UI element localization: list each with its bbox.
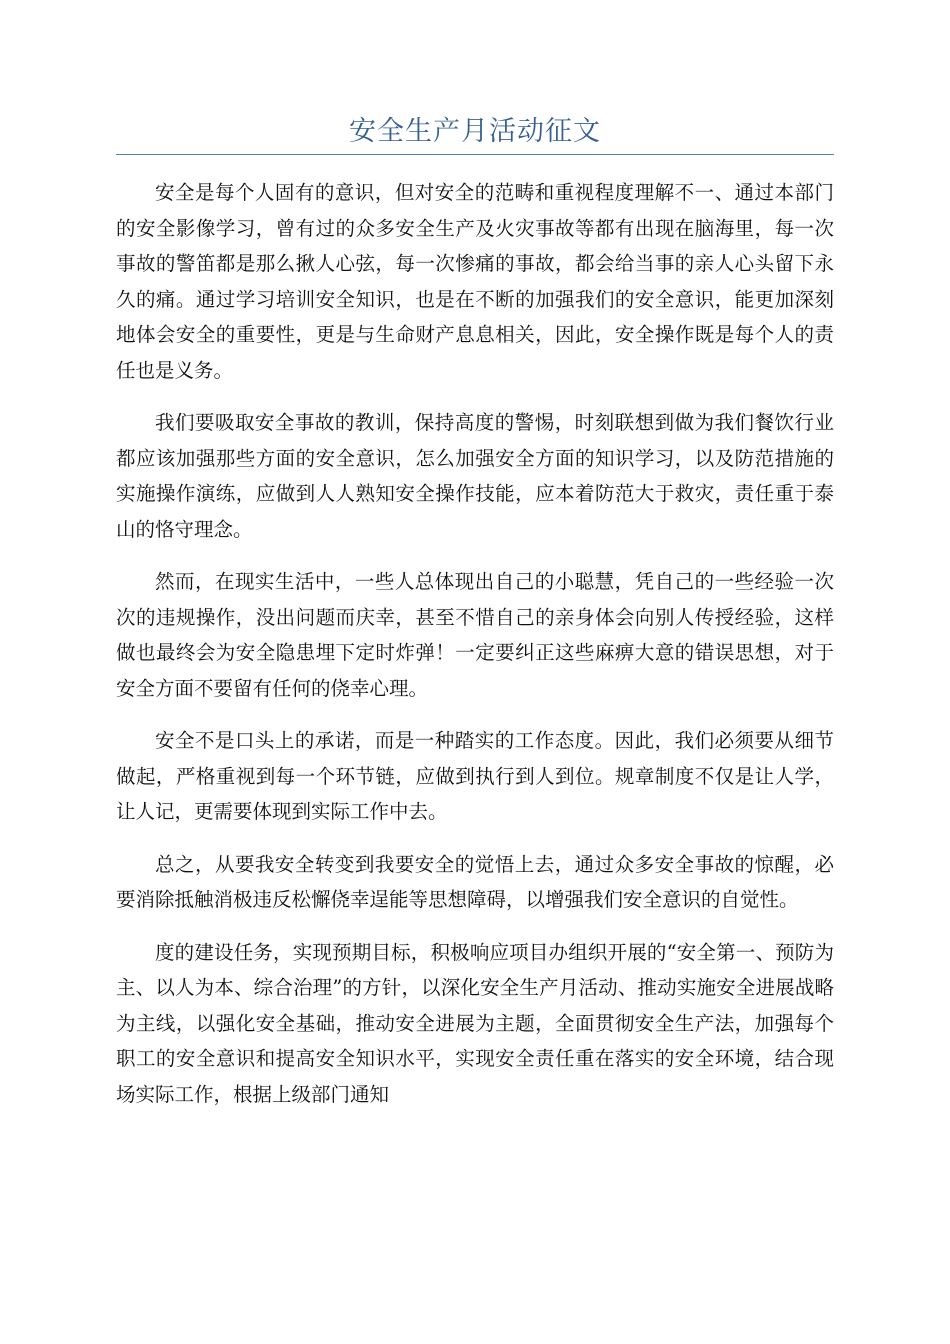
paragraph-4: 安全不是口头上的承诺，而是一种踏实的工作态度。因此，我们必须要从细节做起，严格重视到每一个环节链，应做到执行到人到位。规章制度不仅是让人学，让人记，更需要体现到实际工作中去。 xyxy=(116,729,834,823)
title-underline xyxy=(116,154,834,155)
document-body xyxy=(116,175,834,1129)
paragraph-2: 我们要吸取安全事故的教训，保持高度的警惕，时刻联想到做为我们餐饮行业都应该加强那些方面的安全意识，怎么加强安全方面的知识学习，以及防范措施的实施操作演练，应做到人人熟知安全操作技能，应本着防范大于救灾，责任重于泰山的恪守理念。 xyxy=(116,411,834,541)
paragraph-1: 安全是每个人固有的意识，但对安全的范畴和重视程度理解不一、通过本部门的安全影像学习，曾有过的众多安全生产及火灾事故等都有出现在脑海里，每一次事故的警笛都是那么揪人心弦，每一次惨痛的事故，都会给当事的亲人心头留下永久的痛。通过学习培训安全知识，也是在不断的加强我们的安全意识，能更加深刻地体会安全的重要性，更是与生命财产息息相关，因此，安全操作既是每个人的责任也是义务。 xyxy=(116,181,834,382)
paragraph-6: 度的建设任务，实现预期目标，积极响应项目办组织开展的“安全第一、预防为主、以人为本、综合治理”的方针，以深化安全生产月活动、推动实施安全进展战略为主线，以强化安全基础，推动安全进展为主题，全面贯彻安全生产法，加强每个职工的安全意识和提高安全知识水平，实现安全责任重在落实的安全环境，结合现场实际工作，根据上级部门通知 xyxy=(116,940,834,1106)
paragraph-5: 总之，从要我安全转变到我要安全的觉悟上去，通过众多安全事故的惊醒，必要消除抵触消极违反松懈侥幸逞能等思想障碍，以增强我们安全意识的自觉性。 xyxy=(116,852,834,911)
document-title: 安全生产月活动征文 xyxy=(349,116,601,147)
paragraph-3: 然而，在现实生活中，一些人总体现出自己的小聪慧，凭自己的一些经验一次次的违规操作，没出问题而庆幸，甚至不惜自己的亲身体会向别人传授经验，这样做也最终会为安全隐患埋下定时炸弹！一定要纠正这些麻痹大意的错误思想，对于安全方面不要留有任何的侥幸心理。 xyxy=(116,570,834,700)
